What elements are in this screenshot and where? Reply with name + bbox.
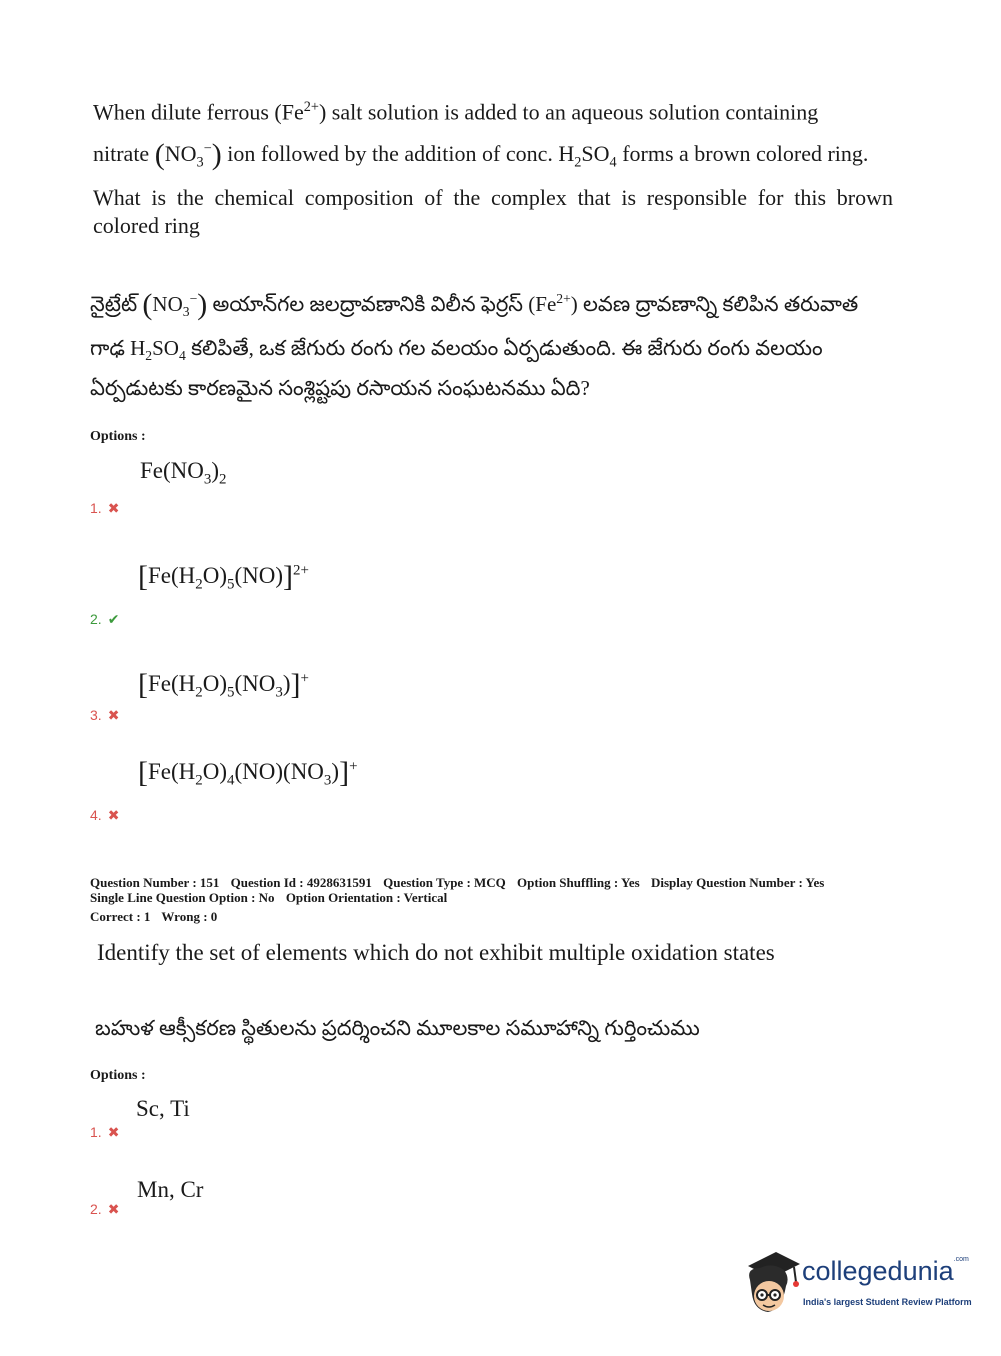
wrong-mark-icon: ✖ (107, 807, 120, 823)
question-150-english-line-2: nitrate $(NO_3^-)$ ion followed by the addition of conc. $H_2SO_4$ forms a brown colored ring. (93, 138, 869, 171)
q151-option-2-text: Mn, Cr (137, 1177, 204, 1202)
collegedunia-logo[interactable] (742, 1250, 972, 1322)
check-mark-icon: ✔ (107, 611, 120, 627)
option-4-formula: $[Fe(H_2O)_4(NO)(NO_3)]^+$ (138, 756, 358, 789)
question-150-telugu-line-3: ఏర్పడుటకు కారణమైన సంశ్లిష్టపు రసాయన సంఘటనము ఏది? (90, 376, 590, 400)
option-1-number: 1. ✖ (90, 500, 120, 516)
option-4-number: 4. ✖ (90, 807, 120, 823)
option-2-formula: $[Fe(H_2O)_5(NO)]^{2+}$ (138, 560, 309, 593)
question-151-english: Identify the set of elements which do not exhibit multiple oxidation states (97, 940, 775, 965)
question-151-telugu: బహుళ ఆక్సీకరణ స్థితులను ప్రదర్శించని మూలకాల సమూహాన్ని గుర్తించుము (95, 1016, 700, 1040)
option-1-formula: $Fe(NO_3)_2$ (140, 458, 227, 488)
question-150-english-line-1: When dilute ferrous $(Fe^{2+})$ salt solution is added to an aqueous solution containing (93, 99, 819, 125)
question-150-telugu-line-2: గాఢ $H_2SO_4$ కలిపితే, ఒక జేగురు రంగు గల వలయం ఏర్పడుతుంది. ఈ జేగురు రంగు వలయం (90, 336, 823, 364)
wrong-mark-icon: ✖ (107, 707, 120, 723)
q151-option-1-number: 1. ✖ (90, 1124, 120, 1140)
logo-wordmark: collegedunia$^{.com}$ (802, 1256, 969, 1286)
logo-tagline: India's largest Student Review Platform (803, 1297, 972, 1307)
wrong-mark-icon: ✖ (107, 500, 120, 516)
option-3-number: 3. ✖ (90, 707, 120, 723)
option-2-number: 2. ✔ (90, 611, 120, 627)
option-3-formula: $[Fe(H_2O)_5(NO_3)]^+$ (138, 668, 309, 701)
q151-option-1-text: Sc, Ti (136, 1096, 190, 1121)
wrong-mark-icon: ✖ (107, 1124, 120, 1140)
question-150-telugu-line-1: నైట్రేట్ $(NO_3^-)$ అయాన్‌గల జలద్రావణానికి విలీన ఫెర్రస్ $(Fe^{2+})$ లవణ ద్రావణాన్ని కలిపిన తరువాత (90, 288, 859, 321)
question-150-english-line-3: What is the chemical composition of the complex that is responsible for this brown colored ring (93, 185, 893, 238)
options-label: Options : (90, 429, 146, 444)
mascot-icon (742, 1250, 804, 1318)
q151-option-2-number: 2. ✖ (90, 1201, 120, 1217)
wrong-mark-icon: ✖ (107, 1201, 120, 1217)
question-151-metadata: Question Number : 151 Question Id : 4928631591 Question Type : MCQ Option Shuffling : Yes Display Question Number : Yes Single Line Question Option : No Option Orientation : Vertical Correct : 1 Wrong : 0 (90, 875, 825, 924)
options-label: Options : (90, 1068, 146, 1083)
